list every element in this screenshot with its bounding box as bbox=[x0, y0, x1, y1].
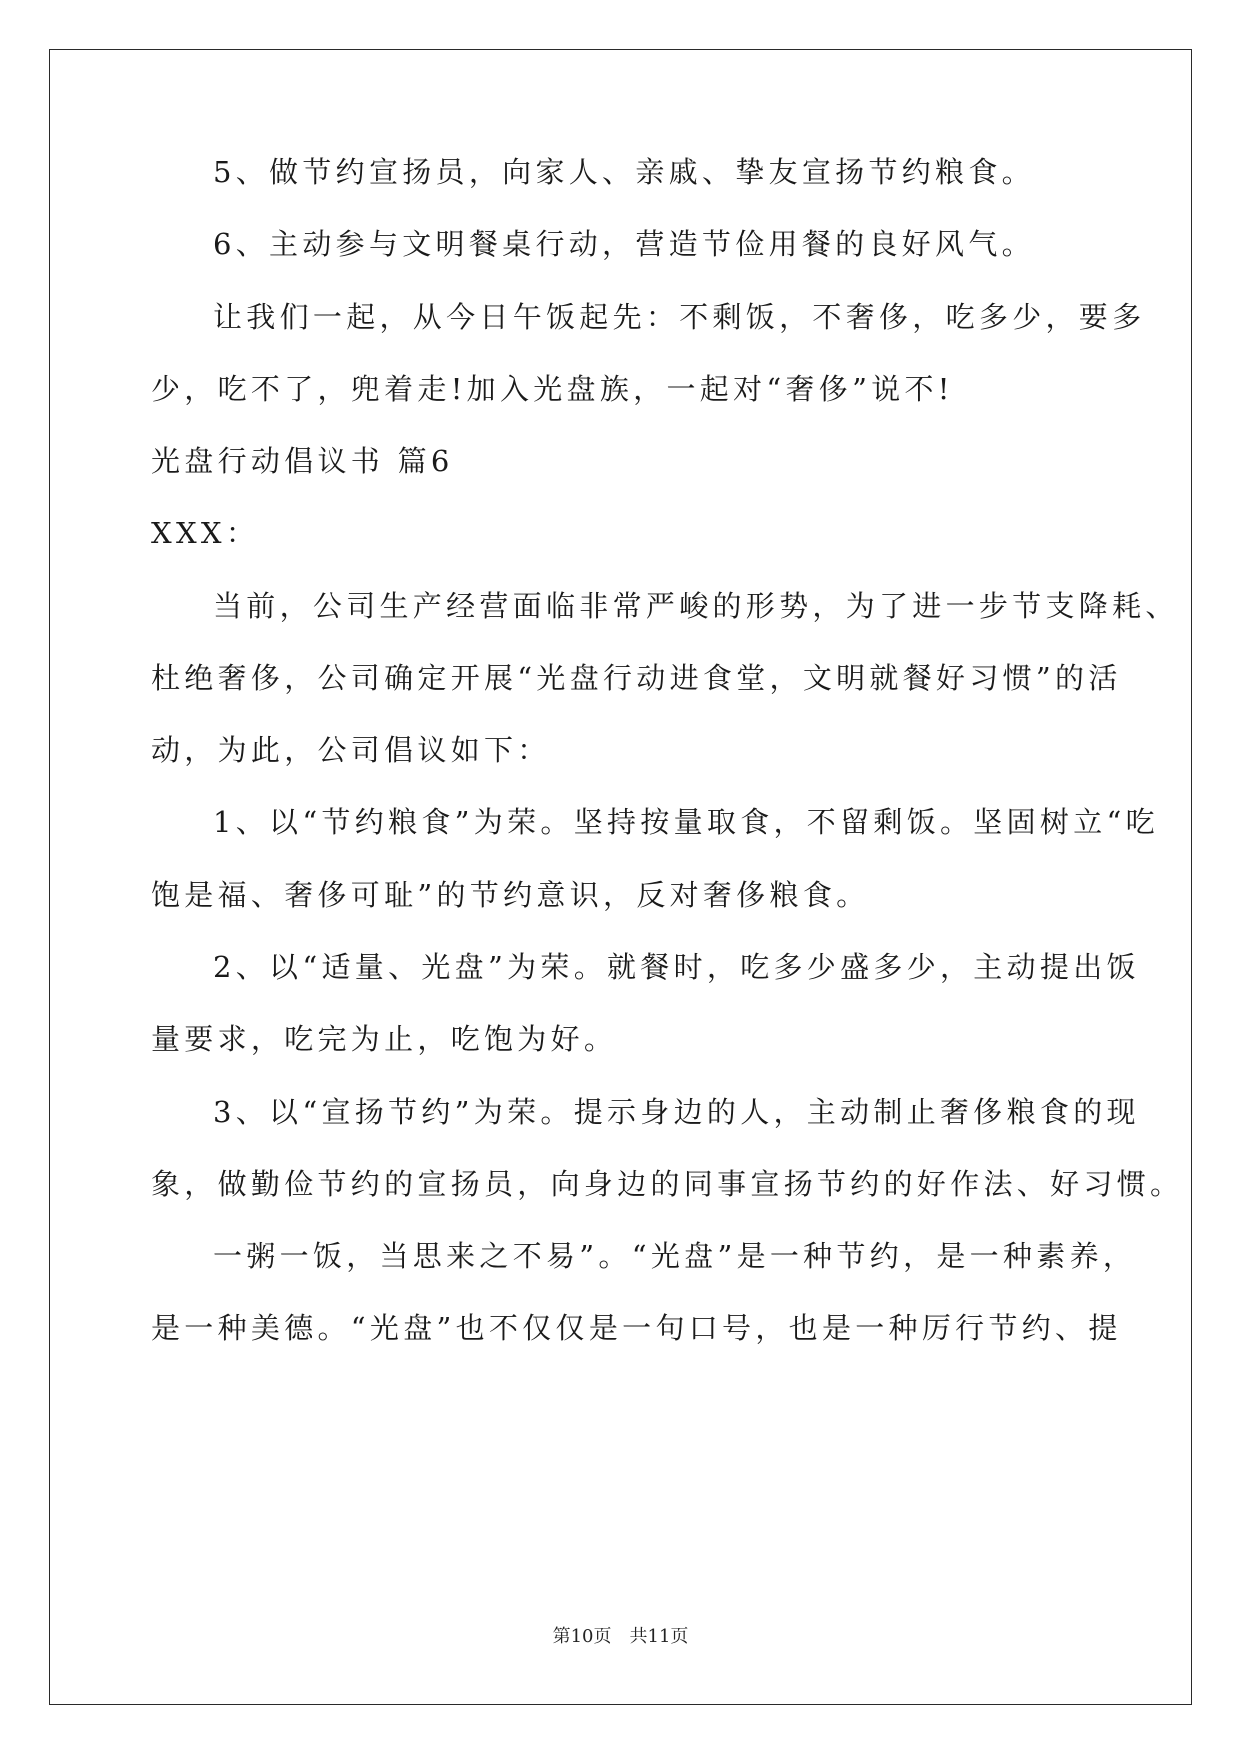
proposal-3-line-2: 象，做勤俭节约的宣扬员，向身边的同事宣扬节约的好作法、好习惯。 bbox=[151, 1167, 1184, 1201]
page-footer bbox=[0, 1628, 1241, 1646]
paragraph-item-5: 5、做节约宣扬员，向家人、亲戚、挚友宣扬节约粮食。 bbox=[213, 155, 1035, 189]
paragraph-closing-line-2: 少，吃不了，兜着走!加入光盘族，一起对“奢侈”说不! bbox=[151, 372, 954, 406]
paragraph-closing-line-1: 让我们一起，从今日午饭起先：不剩饭，不奢侈，吃多少，要多 bbox=[213, 300, 1146, 334]
intro-line-3: 动，为此，公司倡议如下： bbox=[151, 733, 551, 767]
proposal-1-line-2: 饱是福、奢侈可耻”的节约意识，反对奢侈粮食。 bbox=[151, 878, 870, 912]
intro-line-2: 杜绝奢侈，公司确定开展“光盘行动进食堂，文明就餐好习惯”的活 bbox=[151, 661, 1122, 695]
section-heading: 光盘行动倡议书 篇6 bbox=[151, 444, 454, 478]
page-number-total: 共11页 bbox=[629, 1626, 689, 1647]
proposal-1-line-1: 1、以“节约粮食”为荣。坚持按量取食，不留剩饭。坚固树立“吃 bbox=[213, 805, 1159, 839]
proposal-2-line-2: 量要求，吃完为止，吃饱为好。 bbox=[151, 1022, 618, 1056]
proposal-3-line-1: 3、以“宣扬节约”为荣。提示身边的人，主动制止奢侈粮食的现 bbox=[213, 1095, 1140, 1129]
conclusion-line-2: 是一种美德。“光盘”也不仅仅是一句口号，也是一种厉行节约、提 bbox=[151, 1311, 1122, 1345]
page-border bbox=[49, 49, 1192, 1705]
page-number-current: 第10页 bbox=[552, 1626, 612, 1647]
intro-line-1: 当前，公司生产经营面临非常严峻的形势，为了进一步节支降耗、 bbox=[213, 589, 1179, 623]
paragraph-item-6: 6、主动参与文明餐桌行动，营造节俭用餐的良好风气。 bbox=[213, 227, 1035, 261]
conclusion-line-1: 一粥一饭，当思来之不易”。“光盘”是一种节约，是一种素养， bbox=[213, 1239, 1137, 1273]
salutation: XXX： bbox=[151, 516, 260, 550]
proposal-2-line-1: 2、以“适量、光盘”为荣。就餐时，吃多少盛多少，主动提出饭 bbox=[213, 950, 1140, 984]
